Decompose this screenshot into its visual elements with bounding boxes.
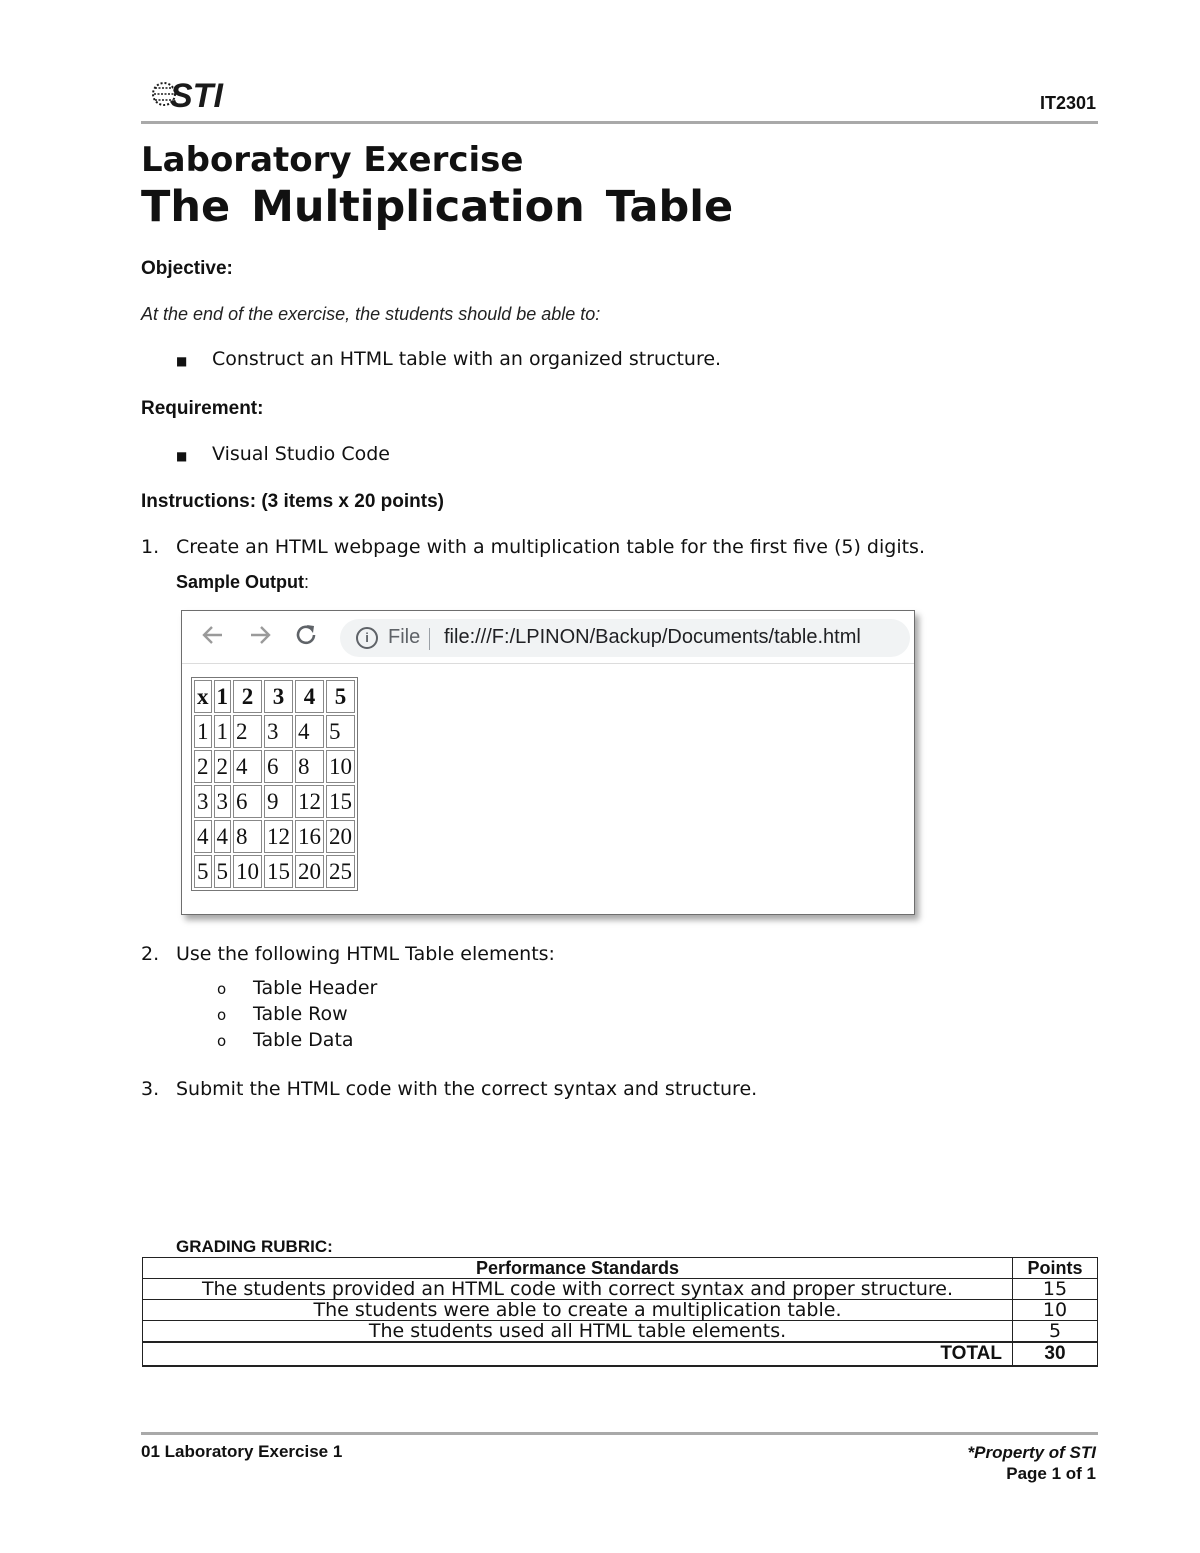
instruction-step bbox=[141, 1078, 757, 1100]
header-cell: 3 bbox=[264, 680, 293, 713]
step-number: 3. bbox=[141, 1078, 160, 1100]
table-cell: 8 bbox=[295, 750, 324, 783]
footer-page-number: Page 1 of 1 bbox=[1006, 1464, 1096, 1483]
table-row bbox=[194, 715, 355, 748]
table-cell: 10 bbox=[326, 750, 355, 783]
rubric-standard: The students were able to create a multiplication table. bbox=[143, 1300, 1013, 1321]
table-cell: 6 bbox=[264, 750, 293, 783]
footer-document-name: 01 Laboratory Exercise 1 bbox=[141, 1442, 343, 1461]
rubric-points: 5 bbox=[1013, 1321, 1098, 1343]
circle-bullet-icon: o bbox=[217, 980, 227, 998]
step-number: 2. bbox=[141, 943, 160, 965]
page-subtitle: The Multiplication Table bbox=[141, 182, 734, 232]
table-row bbox=[194, 820, 355, 853]
rubric-total-value: 30 bbox=[1013, 1342, 1098, 1366]
header-cell: 4 bbox=[295, 680, 324, 713]
element-name: Table Data bbox=[253, 1029, 354, 1051]
step-text: Use the following HTML Table elements: bbox=[176, 943, 555, 965]
rubric-standard: The students used all HTML table elements. bbox=[143, 1321, 1013, 1343]
step-text: Create an HTML webpage with a multiplication table for the first five (5) digits. bbox=[176, 536, 925, 558]
sample-output-colon: : bbox=[304, 572, 310, 592]
requirement-item-text: Visual Studio Code bbox=[212, 443, 390, 465]
table-cell: 16 bbox=[295, 820, 324, 853]
page-title: Laboratory Exercise bbox=[141, 140, 524, 180]
rubric-header-cell: Performance Standards bbox=[143, 1258, 1013, 1279]
header-cell: 2 bbox=[233, 680, 262, 713]
element-list-item bbox=[217, 1029, 354, 1051]
table-cell: 2 bbox=[214, 750, 232, 783]
file-label: File bbox=[388, 626, 421, 648]
rubric-label: GRADING RUBRIC: bbox=[176, 1237, 333, 1256]
footer-divider bbox=[141, 1432, 1098, 1435]
table-cell: 9 bbox=[264, 785, 293, 818]
instructions-heading: Instructions: (3 items x 20 points) bbox=[141, 491, 444, 512]
url-text[interactable]: file:///F:/LPINON/Backup/Documents/table.html bbox=[444, 626, 861, 648]
sti-logo bbox=[150, 72, 240, 116]
table-header-row bbox=[194, 680, 355, 713]
requirement-heading: Requirement: bbox=[141, 398, 264, 419]
sample-output-label bbox=[176, 572, 309, 593]
address-separator bbox=[429, 628, 430, 650]
header-cell: x bbox=[194, 680, 212, 713]
table-row bbox=[194, 855, 355, 888]
step-number: 1. bbox=[141, 536, 160, 558]
table-row bbox=[194, 785, 355, 818]
address-bar[interactable] bbox=[340, 619, 910, 657]
bullet-icon: ■ bbox=[176, 449, 188, 463]
rubric-header-cell: Points bbox=[1013, 1258, 1098, 1279]
footer-right bbox=[968, 1442, 1096, 1484]
browser-screenshot bbox=[181, 610, 915, 915]
objective-item bbox=[176, 348, 721, 370]
sample-output-text: Sample Output bbox=[176, 572, 305, 592]
table-cell: 8 bbox=[233, 820, 262, 853]
header-divider bbox=[141, 121, 1098, 124]
footer-property: *Property of STI bbox=[967, 1443, 1096, 1462]
table-cell: 2 bbox=[194, 750, 212, 783]
table-row bbox=[143, 1279, 1098, 1300]
table-row bbox=[143, 1300, 1098, 1321]
table-cell: 1 bbox=[214, 715, 232, 748]
requirement-item bbox=[176, 443, 390, 465]
svg-text:STI: STI bbox=[170, 77, 223, 115]
element-list-item bbox=[217, 1003, 348, 1025]
table-cell: 12 bbox=[264, 820, 293, 853]
table-cell: 4 bbox=[194, 820, 212, 853]
table-cell: 3 bbox=[194, 785, 212, 818]
bullet-icon: ■ bbox=[176, 354, 188, 368]
table-cell: 25 bbox=[326, 855, 355, 888]
table-cell: 5 bbox=[326, 715, 355, 748]
table-cell: 2 bbox=[233, 715, 262, 748]
table-cell: 4 bbox=[214, 820, 232, 853]
circle-bullet-icon: o bbox=[217, 1032, 227, 1050]
table-cell: 4 bbox=[233, 750, 262, 783]
circle-bullet-icon: o bbox=[217, 1006, 227, 1024]
element-list-item bbox=[217, 977, 377, 999]
forward-icon[interactable] bbox=[247, 622, 273, 648]
info-icon[interactable]: i bbox=[356, 627, 378, 649]
table-row bbox=[194, 750, 355, 783]
objective-heading: Objective: bbox=[141, 258, 233, 279]
table-cell: 3 bbox=[264, 715, 293, 748]
rubric-header-row bbox=[143, 1258, 1098, 1279]
element-name: Table Row bbox=[253, 1003, 348, 1025]
table-cell: 3 bbox=[214, 785, 232, 818]
table-cell: 1 bbox=[194, 715, 212, 748]
course-code: IT2301 bbox=[1039, 93, 1096, 113]
table-cell: 5 bbox=[194, 855, 212, 888]
table-row bbox=[143, 1321, 1098, 1343]
instruction-step bbox=[141, 943, 555, 965]
table-cell: 20 bbox=[326, 820, 355, 853]
table-cell: 4 bbox=[295, 715, 324, 748]
rubric-points: 10 bbox=[1013, 1300, 1098, 1321]
rubric-total-row bbox=[143, 1342, 1098, 1366]
reload-icon[interactable] bbox=[293, 622, 319, 648]
table-cell: 15 bbox=[326, 785, 355, 818]
objective-item-text: Construct an HTML table with an organized structure. bbox=[212, 348, 722, 370]
objective-intro: At the end of the exercise, the students should be able to: bbox=[141, 304, 601, 324]
rubric-standard: The students provided an HTML code with correct syntax and proper structure. bbox=[143, 1279, 1013, 1300]
header-cell: 5 bbox=[326, 680, 355, 713]
header-cell: 1 bbox=[214, 680, 232, 713]
table-cell: 12 bbox=[295, 785, 324, 818]
grading-rubric-table bbox=[142, 1257, 1098, 1367]
multiplication-table bbox=[191, 677, 358, 891]
rubric-total-label: TOTAL bbox=[143, 1342, 1013, 1366]
step-text: Submit the HTML code with the correct syntax and structure. bbox=[176, 1078, 758, 1100]
browser-toolbar bbox=[182, 611, 914, 664]
table-cell: 15 bbox=[264, 855, 293, 888]
table-cell: 10 bbox=[233, 855, 262, 888]
table-cell: 5 bbox=[214, 855, 232, 888]
rubric-points: 15 bbox=[1013, 1279, 1098, 1300]
element-name: Table Header bbox=[253, 977, 378, 999]
table-cell: 20 bbox=[295, 855, 324, 888]
table-cell: 6 bbox=[233, 785, 262, 818]
back-icon[interactable] bbox=[200, 622, 226, 648]
instruction-step bbox=[141, 536, 925, 558]
